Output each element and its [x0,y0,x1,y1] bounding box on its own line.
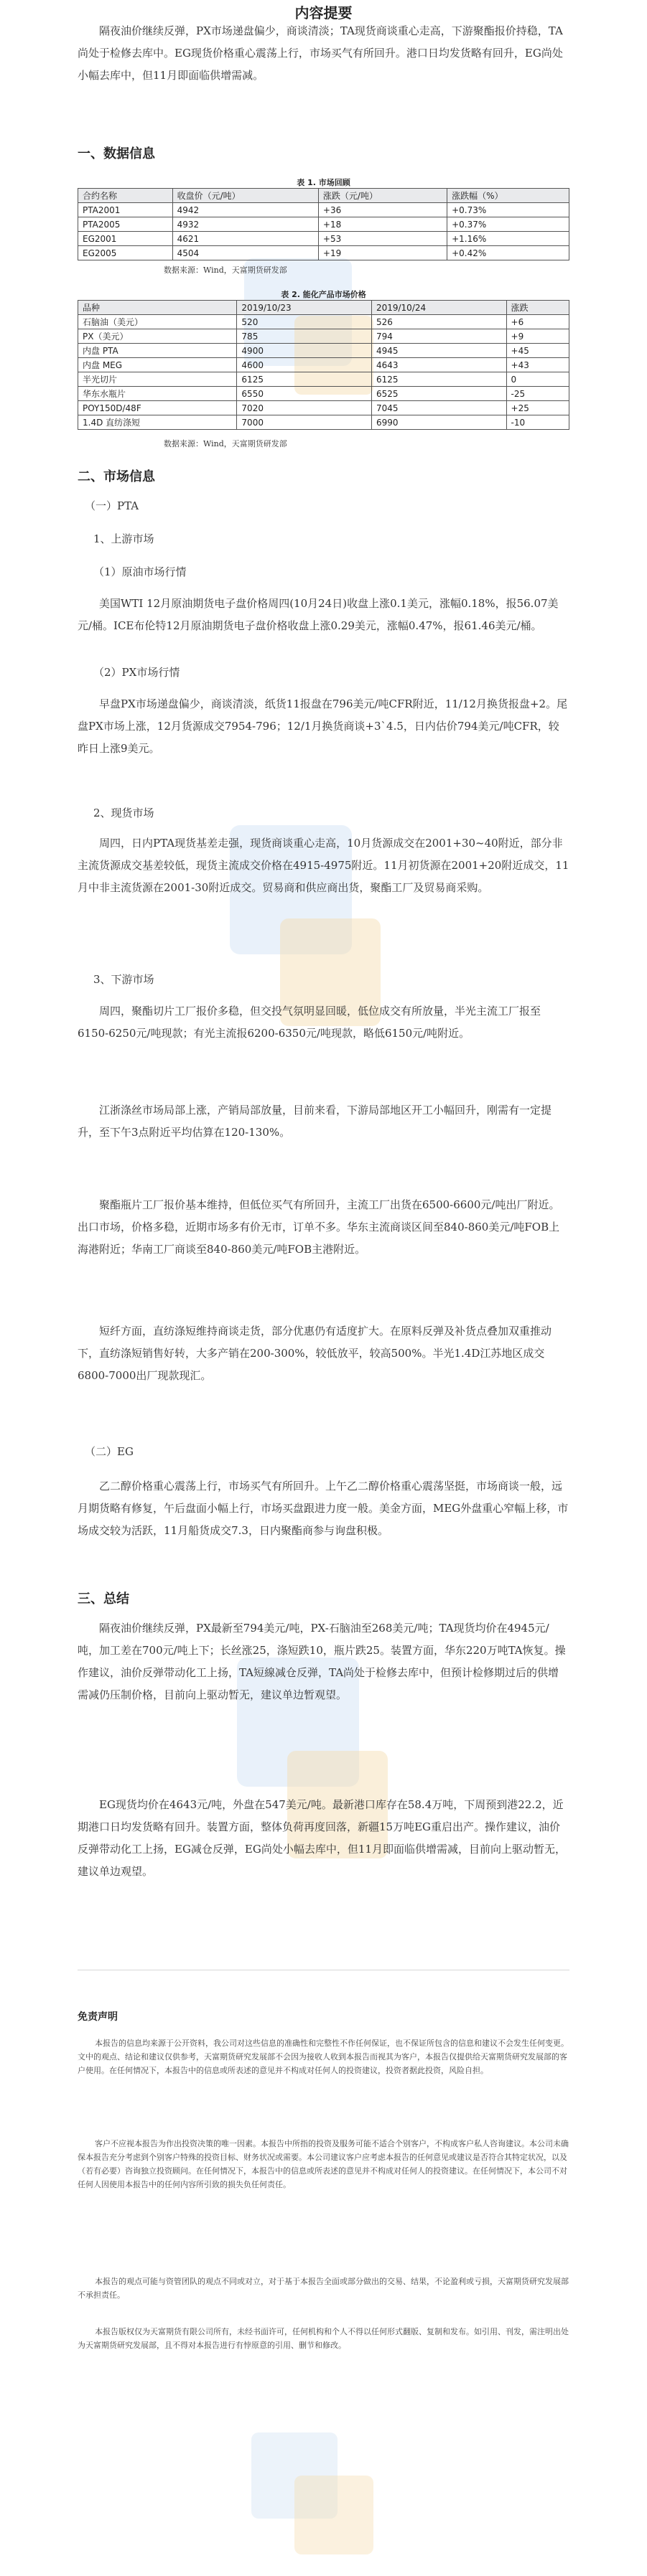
disclaimer-paragraph-4: 本报告版权仅为天富期货有限公司所有，未经书面许可，任何机构和个人不得以任何形式翻版、复制和发布。如引用、刊发，需注明出处为天富期货研究发展部，且不得对本报告进行有悖原意的引用、删节和修改。 [78,2327,569,2350]
table-cell: 6125 [237,372,372,387]
table-cell: +0.73% [447,203,569,217]
table-row [78,246,569,260]
table-cell: 4643 [371,358,506,372]
table-cell: +0.42% [447,246,569,260]
table-cell: +0.37% [447,217,569,232]
downstream-paragraph-2: 江浙涤丝市场局部上涨，产销局部放量，目前来看，下游局部地区开工小幅回升，刚需有一定提升，至下午3点附近平均估算在120-130%。 [78,1104,552,1139]
downstream-paragraph-1: 周四，聚酯切片工厂报价多稳，但交投气氛明显回暖，低位成交有所放量，半光主流工厂报至6150-6250元/吨现款；有光主流报6200-6350元/吨现款，略低6150元/吨附近。 [78,1005,541,1040]
subheading-spot: 2、现货市场 [93,807,154,819]
table-cell: 内盘 PTA [78,344,237,358]
table-cell: 华东水瓶片 [78,387,237,401]
table-cell: 785 [237,329,372,344]
summary-conclusion-1: 隔夜油价继续反弹，PX最新至794美元/吨，PX-石脑油至268美元/吨；TA现货均价在4945元/吨，加工差在700元/吨上下；长丝涨25，涤短跌10，瓶片跌25。装置方面，华东220万吨TA恢复。操作建议，油价反弹带动化工上扬，TA短線减仓反弹，TA尚处于检修去库中，但预计检修期过后的供增需减仍压制价格，目前向上驱动暂无，建议单边暂观望。 [78,1622,566,1701]
downstream-paragraph-3: 聚酯瓶片工厂报价基本维持，但低位买气有所回升，主流工厂出货在6500-6600元/吨出厂附近。出口市场，价格多稳，近期市场多有价无市，订单不多。华东主流商谈区间至840-860美元/吨FOB上海港附近；华南工厂商谈至840-860美元/吨FOB主港附近。 [78,1198,560,1256]
table-row [78,372,569,387]
crude-paragraph: 美国WTI 12月原油期货电子盘价格周四(10月24日)收盘上涨0.1美元，涨幅0.18%，报56.07美元/桶。ICE布伦特12月原油期货电子盘价格收盘上涨0.29美元，涨幅0.47%，报61.46美元/桶。 [78,597,559,632]
table-header-cell: 合约名称 [78,189,173,203]
table-cell: 1.4D 直纺涤短 [78,415,237,430]
table-cell: -10 [506,415,569,430]
table-cell: 794 [371,329,506,344]
table2-source: 数据来源：Wind，天富期货研发部 [164,439,287,448]
downstream-paragraph-4: 短纤方面，直纺涤短维持商谈走货，部分优惠仍有适度扩大。在原料反弹及补货点叠加双重推动下，直纺涤短销售好转，大多产销在200-300%，较低放平，较高500%。半光1.4D江苏地区成交6800-7000出厂现款现汇。 [78,1325,552,1382]
subheading-downstream: 3、下游市场 [93,973,154,986]
table-cell: 0 [506,372,569,387]
table-header-cell: 2019/10/23 [237,301,372,315]
subheading-upstream: 1、上游市场 [93,532,154,545]
summary-paragraph: 隔夜油价继续反弹，PX市场递盘偏少，商谈清淡；TA现货商谈重心走高，下游聚酯报价持稳，TA尚处于检修去库中。EG现货价格重心震荡上行，市场买气有所回升。港口日均发货略有回升，EG尚处小幅去库中，但11月即面临供增需减。 [78,24,563,82]
table-cell: 6990 [371,415,506,430]
table-header-row [78,301,569,315]
disclaimer-title: 免责声明 [78,2011,118,2023]
spot-paragraph: 周四，日内PTA现货基差走强，现货商谈重心走高，10月货源成交在2001+30~40附近，部分非主流货源成交基差较低，现货主流成交价格在4915-4975附近。11月初货源在2001+20附近成交，11月中非主流货源在2001-30附近成交。贸易商和供应商出货，聚酯工厂及贸易商采购。 [78,837,569,894]
table-row [78,203,569,217]
table1-caption: 表 1. 市场回顾 [297,178,350,187]
table-cell: 7000 [237,415,372,430]
section-heading-data: 一、数据信息 [78,146,155,161]
table-cell: 6125 [371,372,506,387]
table-header-row [78,189,569,203]
table-cell: EG2001 [78,232,173,246]
table-cell: 内盘 MEG [78,358,237,372]
table-cell: +1.16% [447,232,569,246]
table-cell: POY150D/48F [78,401,237,415]
table-cell: +36 [318,203,447,217]
table-header-cell: 品种 [78,301,237,315]
table-cell: 6550 [237,387,372,401]
table2-caption: 表 2. 能化产品市场价格 [281,290,366,299]
table-cell: PX（美元） [78,329,237,344]
table-cell: 半光切片 [78,372,237,387]
table-row [78,232,569,246]
table-row [78,217,569,232]
table-cell: +45 [506,344,569,358]
table-cell: EG2005 [78,246,173,260]
table-cell: 4504 [172,246,318,260]
subheading-pta: （一）PTA [85,499,139,512]
table-cell: +19 [318,246,447,260]
table-row [78,358,569,372]
eg-paragraph: 乙二醇价格重心震荡上行，市场买气有所回升。上午乙二醇价格重心震荡坚挺，市场商谈一般，远月期货略有修复，午后盘面小幅上行，市场买盘跟进力度一般。美金方面，MEG外盘重心窄幅上移，市场成交较为活跃，11月船货成交7.3，日内聚酯商参与询盘积极。 [78,1480,569,1537]
summary-conclusion-2: EG现货均价在4643元/吨，外盘在547美元/吨。最新港口库存在58.4万吨，下周预到港22.2，近期港口日均发货略有回升。装置方面，整体负荷再度回落，新疆15万吨EG重启出产。操作建议，油价反弹带动化工上扬，EG减仓反弹，EG尚处小幅去库中，但11月即面临供增需减，目前向上驱动暂无，建议单边观望。 [78,1798,566,1878]
table-header-cell: 2019/10/24 [371,301,506,315]
table-cell: 4600 [237,358,372,372]
disclaimer-paragraph-1: 本报告的信息均来源于公开资料，我公司对这些信息的准确性和完整性不作任何保证，也不保证所包含的信息和建议不会发生任何变更。文中的观点、结论和建议仅供参考，天富期货研究发展部不会因为接收人收到本报告而视其为客户，本报告仅提供给天富期货研究发展部的客户使用。在任何情况下，本报告中的信息或所表述的意见并不构成对任何人的投资建议，投资者据此投资，风险自担。 [78,2039,569,2075]
table-cell: 6525 [371,387,506,401]
market-review-table [78,188,569,260]
table-row [78,415,569,430]
table-row [78,387,569,401]
table-header-cell: 涨跌（元/吨） [318,189,447,203]
section-heading-summary: 三、总结 [78,1592,129,1607]
table-cell: 526 [371,315,506,329]
table-row [78,344,569,358]
disclaimer-paragraph-3: 本报告的观点可能与资管团队的观点不同或对立，对于基于本报告全面或部分做出的交易、结果，不论盈利或亏损，天富期货研究发展部不承担责任。 [78,2277,569,2300]
px-paragraph: 早盘PX市场递盘偏少，商谈清淡，纸货11报盘在796美元/吨CFR附近，11/12月换货报盘+2。尾盘PX市场上涨，12月货源成交7954-796；12/1月换货商谈+3`4.5，日内估价794美元/吨CFR，较昨日上涨9美元。 [78,697,568,755]
disclaimer-paragraph-2: 客户不应视本报告为作出投资决策的唯一因素。本报告中所指的投资及服务可能不适合个别客户，不构成客户私人咨询建议。本公司未确保本报告充分考虑到个别客户特殊的投资目标、财务状况或需要。本公司建议客户应考虑本报告的任何意见或建议是否符合其特定状况，以及（若有必要）咨询独立投资顾问。在任何情况下，本报告中的信息或所表述的意见并不构成对任何人的投资建议。在任何情况下，本公司不对任何人因使用本报告中的任何内容所引致的损失负任何责任。 [78,2139,569,2189]
table-header-cell: 涨跌幅（%） [447,189,569,203]
table-cell: PTA2001 [78,203,173,217]
table-cell: 石脑油（美元） [78,315,237,329]
table-cell: -25 [506,387,569,401]
page-title: 内容提要 [294,4,353,22]
table-cell: 4932 [172,217,318,232]
table-cell: 4945 [371,344,506,358]
table-header-cell: 收盘价（元/吨） [172,189,318,203]
table-row [78,401,569,415]
product-price-table [78,300,569,430]
table-cell: +6 [506,315,569,329]
subheading-eg: （二）EG [85,1445,134,1458]
table-cell: 4900 [237,344,372,358]
table-cell: +18 [318,217,447,232]
subheading-px: （2）PX市场行情 [93,666,180,679]
table-row [78,329,569,344]
table-cell: 4942 [172,203,318,217]
table1-source: 数据来源：Wind，天富期货研发部 [164,265,287,275]
table-cell: +53 [318,232,447,246]
table-cell: +25 [506,401,569,415]
table-cell: +9 [506,329,569,344]
table-header-cell: 涨跌 [506,301,569,315]
table-cell: 520 [237,315,372,329]
table-cell: +43 [506,358,569,372]
table-cell: PTA2005 [78,217,173,232]
watermark-logo-disclaimer [215,2425,416,2569]
table-cell: 7020 [237,401,372,415]
table-cell: 7045 [371,401,506,415]
table-row [78,315,569,329]
section-heading-market: 二、市场信息 [78,469,155,484]
subheading-crude: （1）原油市场行情 [93,565,187,578]
table-cell: 4621 [172,232,318,246]
